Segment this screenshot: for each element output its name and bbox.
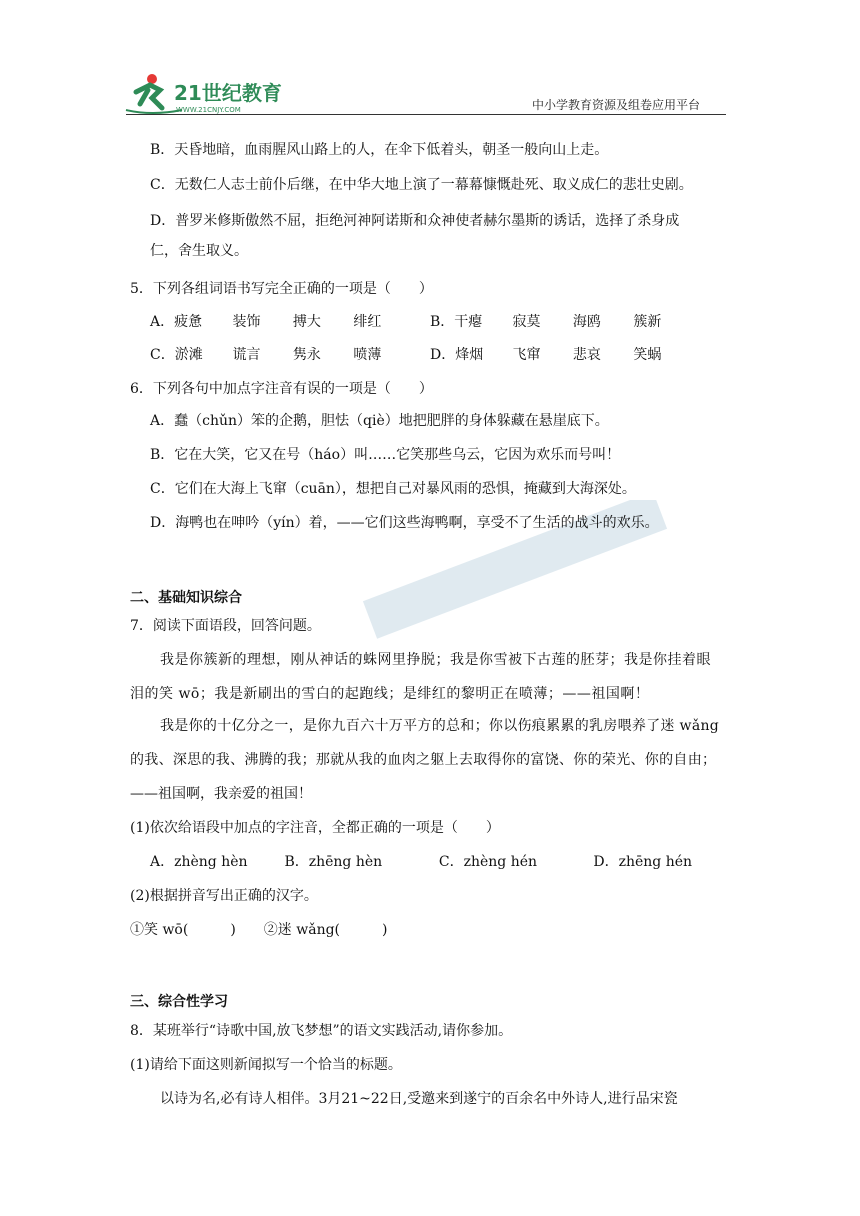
q5-option-b (430, 312, 689, 332)
q5-a-word-1: A．疲惫 (150, 314, 203, 330)
passage-p1-line1: 我是你簇新的理想，刚从神话的蛛网里挣脱；我是你雪被下古莲的胚芽；我是你挂着眼 (160, 652, 711, 668)
section-3-title: 三、综合性学习 (130, 994, 228, 1010)
q5-a-word-4: 绯红 (353, 314, 382, 330)
q6-stem: 6．下列各句中加点字注音有误的一项是（ ） (130, 381, 433, 397)
logo-text: 21世纪教育 (174, 81, 282, 105)
q4-option-d-line2: 仁，舍生取义。 (150, 243, 248, 259)
q5-b-word-4: 簇新 (633, 314, 662, 330)
q6-option-a: A．蠢（chǔn）笨的企鹅，胆怯（qiè）地把肥胖的身体躲藏在悬崖底下。 (150, 413, 609, 429)
q6-option-d: D．海鸭也在呻吟（yín）着，——它们这些海鸭啊，享受不了生活的战斗的欢乐。 (150, 515, 659, 531)
platform-name: 中小学教育资源及组卷应用平台 (532, 98, 701, 112)
passage-p1-line2: 泪的笑 wō；我是新刷出的雪白的起跑线；是绯红的黎明正在喷薄；——祖国啊！ (130, 686, 650, 702)
q7-sub1: (1)依次给语段中加点的字注音，全都正确的一项是（ ） (130, 820, 500, 836)
logo (122, 70, 292, 118)
passage-p2-line1: 我是你的十亿分之一，是你九百六十万平方的总和；你以伤痕累累的乳房喂养了迷 wǎng (160, 718, 720, 734)
q6-option-b: B．它在大笑，它又在号（háo）叫……它笑那些乌云，它因为欢乐而号叫！ (150, 447, 621, 463)
q5-c-word-4: 喷薄 (353, 347, 382, 363)
logo-subtext: WWW.21CNJY.COM (176, 106, 241, 114)
q7-option-b: B．zhēng hèn (284, 854, 383, 870)
q5-c-word-3: 隽永 (292, 347, 321, 363)
q7-stem: 7．阅读下面语段，回答问题。 (130, 618, 321, 634)
q5-option-c (150, 345, 443, 365)
q7-option-d: D．zhēng hén (593, 854, 693, 870)
q5-d-word-2: 飞窜 (512, 347, 541, 363)
q4-option-c: C．无数仁人志士前仆后继，在中华大地上演了一幕幕慷慨赴死、取义成仁的悲壮史剧。 (150, 177, 693, 193)
q5-b-word-3: 海鸥 (572, 314, 601, 330)
q5-d-word-3: 悲哀 (572, 347, 601, 363)
passage-p2-line2: 的我、深思的我、沸腾的我；那就从我的血肉之躯上去取得你的富饶、你的荣光、你的自由； (130, 752, 717, 768)
q5-option-a (150, 312, 443, 332)
q6-option-c: C．它们在大海上飞窜（cuān），想把自己对暴风雨的恐惧，掩藏到大海深处。 (150, 481, 636, 497)
passage-p2-line3: ——祖国啊，我亲爱的祖国！ (130, 786, 312, 802)
q7-sub1-options (150, 852, 713, 872)
q5-d-word-4: 笑蜗 (633, 347, 662, 363)
q4-option-d-line1: D．普罗米修斯傲然不屈，拒绝河神阿诺斯和众神使者赫尔墨斯的诱话，选择了杀身成 (150, 213, 680, 229)
q5-d-word-1: D．烽烟 (430, 347, 484, 363)
q5-a-word-3: 搏大 (292, 314, 321, 330)
section-2-title: 二、基础知识综合 (130, 590, 242, 606)
q5-stem: 5．下列各组词语书写完全正确的一项是（ ） (130, 281, 433, 297)
q7-sub2: (2)根据拼音写出正确的汉字。 (130, 888, 318, 904)
q5-c-word-1: C．淤滩 (150, 347, 203, 363)
q5-a-word-2: 装饰 (232, 314, 261, 330)
q4-option-b: B．天昏地暗，血雨腥风山路上的人，在伞下低着头，朝圣一般向山上走。 (150, 142, 609, 158)
q5-b-word-2: 寂莫 (512, 314, 541, 330)
q7-sub2-blanks: ①笑 wō( ) ②迷 wǎng( ) (130, 922, 388, 938)
news-text: 以诗为名,必有诗人相伴。3月21~22日,受邀来到遂宁的百余名中外诗人,进行品宋瓷 (160, 1091, 678, 1107)
q7-option-c: C．zhèng hén (438, 854, 538, 870)
header-divider (126, 114, 726, 115)
q5-option-d (430, 345, 689, 365)
runner-logo-icon (122, 70, 292, 118)
q7-option-a: A．zhèng hèn (150, 854, 248, 870)
q5-b-word-1: B．干瘪 (430, 314, 483, 330)
q8-sub1: (1)请给下面这则新闻拟写一个恰当的标题。 (130, 1057, 402, 1073)
q5-c-word-2: 谎言 (232, 347, 261, 363)
q8-stem: 8．某班举行“诗歌中国,放飞梦想”的语文实践活动,请你参加。 (130, 1023, 513, 1039)
